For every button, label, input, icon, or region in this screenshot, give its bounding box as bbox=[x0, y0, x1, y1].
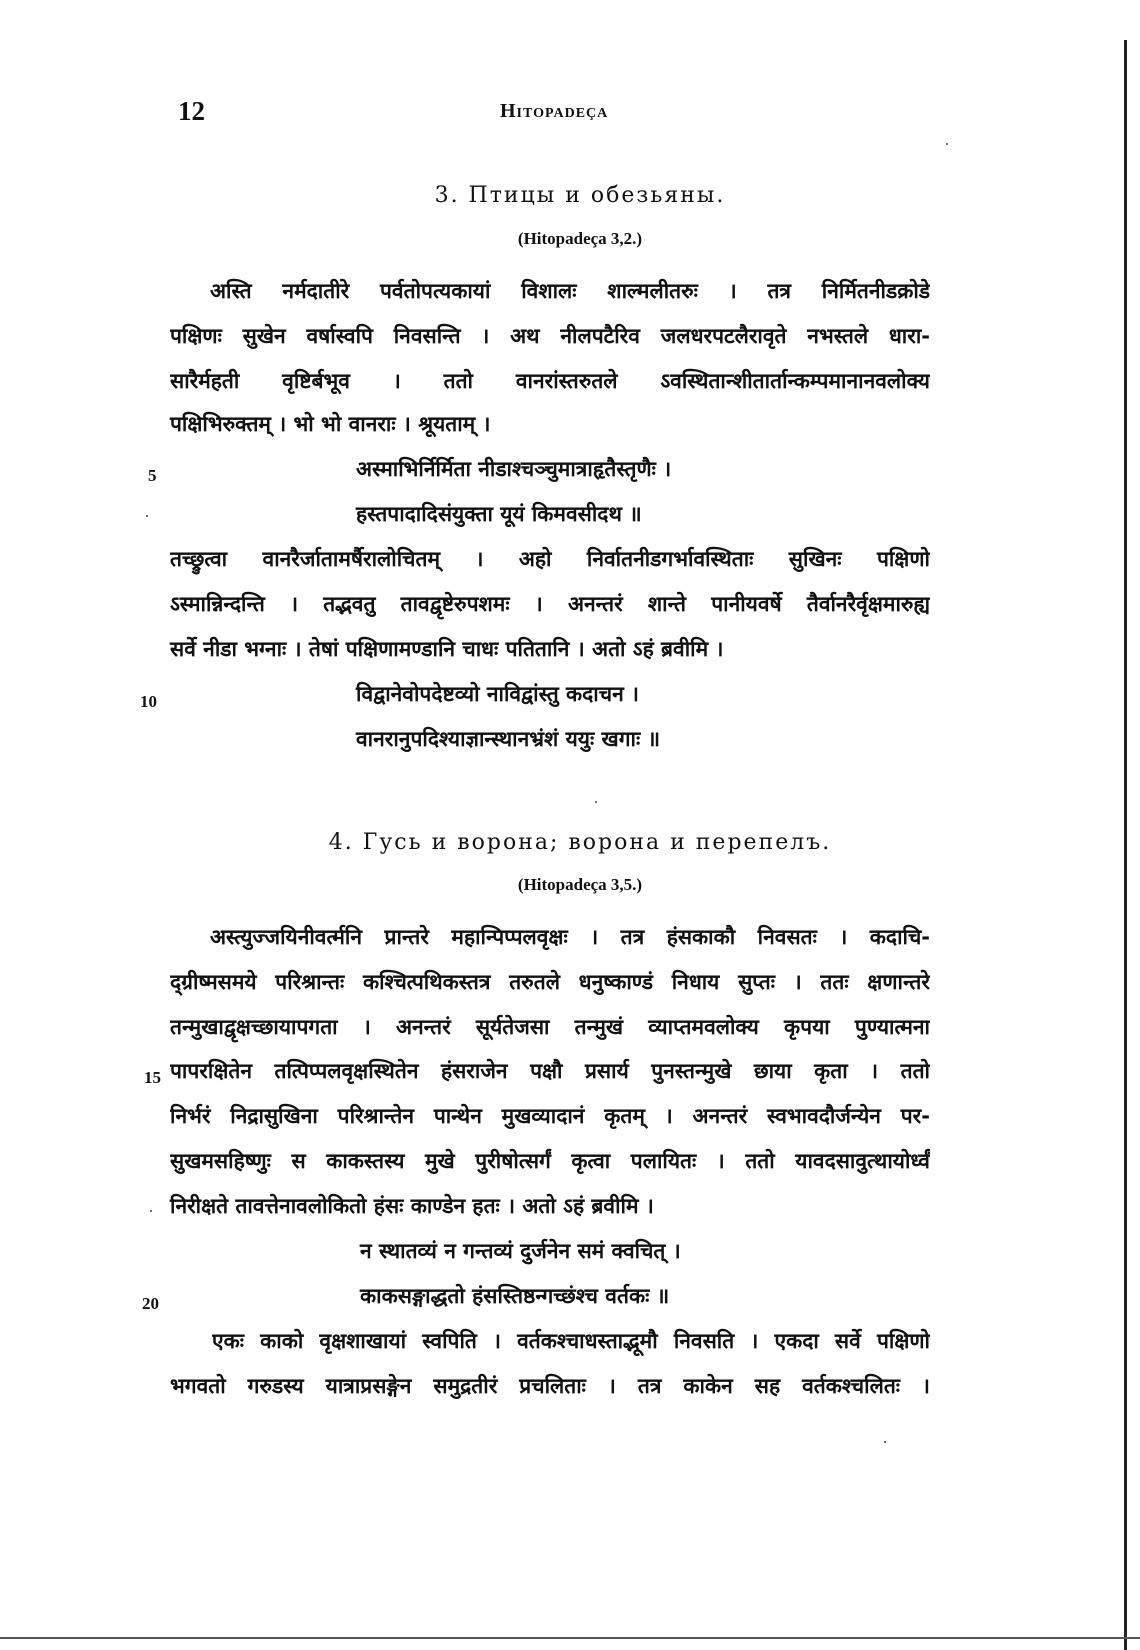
scan-speck bbox=[146, 515, 148, 517]
text-line: एकः काको वृक्षशाखायां स्वपिति । वर्तकश्चाधस्ताद्भूमौ निवसति । एकदा सर्वे पक्षिणो bbox=[212, 1329, 930, 1353]
verse-line: न स्थातव्यं न गन्तव्यं दुर्जनेन समं क्वचित् । bbox=[360, 1239, 681, 1263]
text-line: सर्वे नीडा भग्नाः । तेषां पक्षिणामण्डानि चाधः पतितानि । अतो ऽहं ब्रवीमि । bbox=[170, 637, 724, 661]
text-line: द्ग्रीष्मसमये परिश्रान्तः कश्चित्पथिकस्तत्र तरुतले धनुष्काण्डं निधाय सुप्तः । ततः क्षणान्तरे bbox=[170, 970, 930, 994]
section-4-source: (Hitopadeça 3,5.) bbox=[517, 875, 643, 894]
scan-speck bbox=[150, 1210, 152, 1212]
text-line: निर्भरं निद्रासुखिना परिश्रान्तेन पान्थेन मुखव्यादानं कृतम् । अनन्तरं स्वभावदौर्जन्येन पर- bbox=[170, 1104, 930, 1128]
scan-speck bbox=[946, 143, 948, 145]
line-number: 10 bbox=[140, 692, 157, 711]
text-line: तन्मुखाद्वृक्षच्छायापगता । अनन्तरं सूर्यतेजसा तन्मुखं व्याप्तमवलोक्य कृपया पुण्यात्मना bbox=[170, 1015, 930, 1039]
text-line: निरीक्षते तावत्तेनावलोकितो हंसः काण्डेन हतः । अतो ऽहं ब्रवीमि । bbox=[170, 1194, 654, 1218]
verse-line: वानरानुपदिश्याज्ञान्स्थानभ्रंशं ययुः खगाः ॥ bbox=[356, 727, 661, 751]
line-number: 5 bbox=[148, 466, 157, 485]
scan-speck bbox=[884, 1441, 886, 1443]
page-bottom-rule bbox=[0, 1637, 1140, 1639]
verse-line: काकसङ्गाद्धतो हंसस्तिष्ठन्गच्छंश्च वर्तकः ॥ bbox=[360, 1284, 670, 1308]
text-line: अस्त्युज्जयिनीवर्त्मनि प्रान्तरे महान्पिप्पलवृक्षः । तत्र हंसकाकौ निवसतः । कदाचि- bbox=[210, 925, 930, 949]
scan-speck bbox=[595, 801, 597, 803]
text-line: पक्षिणः सुखेन वर्षास्वपि निवसन्ति । अथ नीलपटैरिव जलधरपटलैरावृते नभस्तले धारा- bbox=[170, 324, 930, 348]
verse-line: विद्वानेवोपदेष्टव्यो नाविद्वांस्तु कदाचन । bbox=[356, 682, 640, 706]
text-line: भगवतो गरुडस्य यात्राप्रसङ्गेन समुद्रतीरं प्रचलिताः । तत्र काकेन सह वर्तकश्चलितः । bbox=[170, 1374, 930, 1398]
text-line: सुखमसहिष्णुः स काकस्तस्य मुखे पुरीषोत्सर्गं कृत्वा पलायितः । ततो यावदसावुत्थायोर्ध्वं bbox=[170, 1149, 930, 1173]
verse-line: हस्तपादादिसंयुक्ता यूयं किमवसीदथ ॥ bbox=[356, 502, 642, 526]
page-edge-rule bbox=[1124, 40, 1127, 1650]
verse-line: अस्माभिर्निर्मिता नीडाश्चञ्चुमात्राहृतैस्तृणैः । bbox=[356, 457, 672, 481]
line-number: 20 bbox=[142, 1294, 159, 1313]
section-4-title: 4. Гусь и ворона; ворона и перепелъ. bbox=[328, 830, 832, 855]
text-line: सारैर्महती वृष्टिर्बभूव । ततो वानरांस्तरुतले ऽवस्थितान्शीतार्तान्कम्पमानानवलोक्य bbox=[170, 369, 930, 393]
text-line: पक्षिभिरुक्तम् । भो भो वानराः । श्रूयताम् । bbox=[170, 412, 491, 436]
text-line: अस्ति नर्मदातीरे पर्वतोपत्यकायां विशालः शाल्मलीतरुः । तत्र निर्मितनीडक्रोडे bbox=[210, 279, 930, 303]
page-header bbox=[0, 96, 1140, 136]
section-3-title: 3. Птицы и обезьяны. bbox=[434, 183, 726, 208]
line-number: 15 bbox=[144, 1068, 161, 1087]
text-line: तच्छ्रुत्वा वानरैर्जातामर्षैरालोचितम् । अहो निर्वातनीडगर्भावस्थिताः सुखिनः पक्षिणो bbox=[170, 547, 930, 571]
section-3-source: (Hitopadeça 3,2.) bbox=[517, 229, 643, 248]
text-line: ऽस्मान्निन्दन्ति । तद्भवतु तावद्वृष्टेरुपशमः । अनन्तरं शान्ते पानीयवर्षे तैर्वानरैर्वृक्षमारुह्य bbox=[170, 592, 930, 616]
page-number: 12 bbox=[178, 96, 205, 126]
text-line: पापरक्षितेन तत्पिप्पलवृक्षस्थितेन हंसराजेन पक्षौ प्रसार्य पुनस्तन्मुखे छाया कृता । ततो bbox=[170, 1059, 930, 1083]
running-head: Hitopadeça bbox=[500, 100, 609, 122]
